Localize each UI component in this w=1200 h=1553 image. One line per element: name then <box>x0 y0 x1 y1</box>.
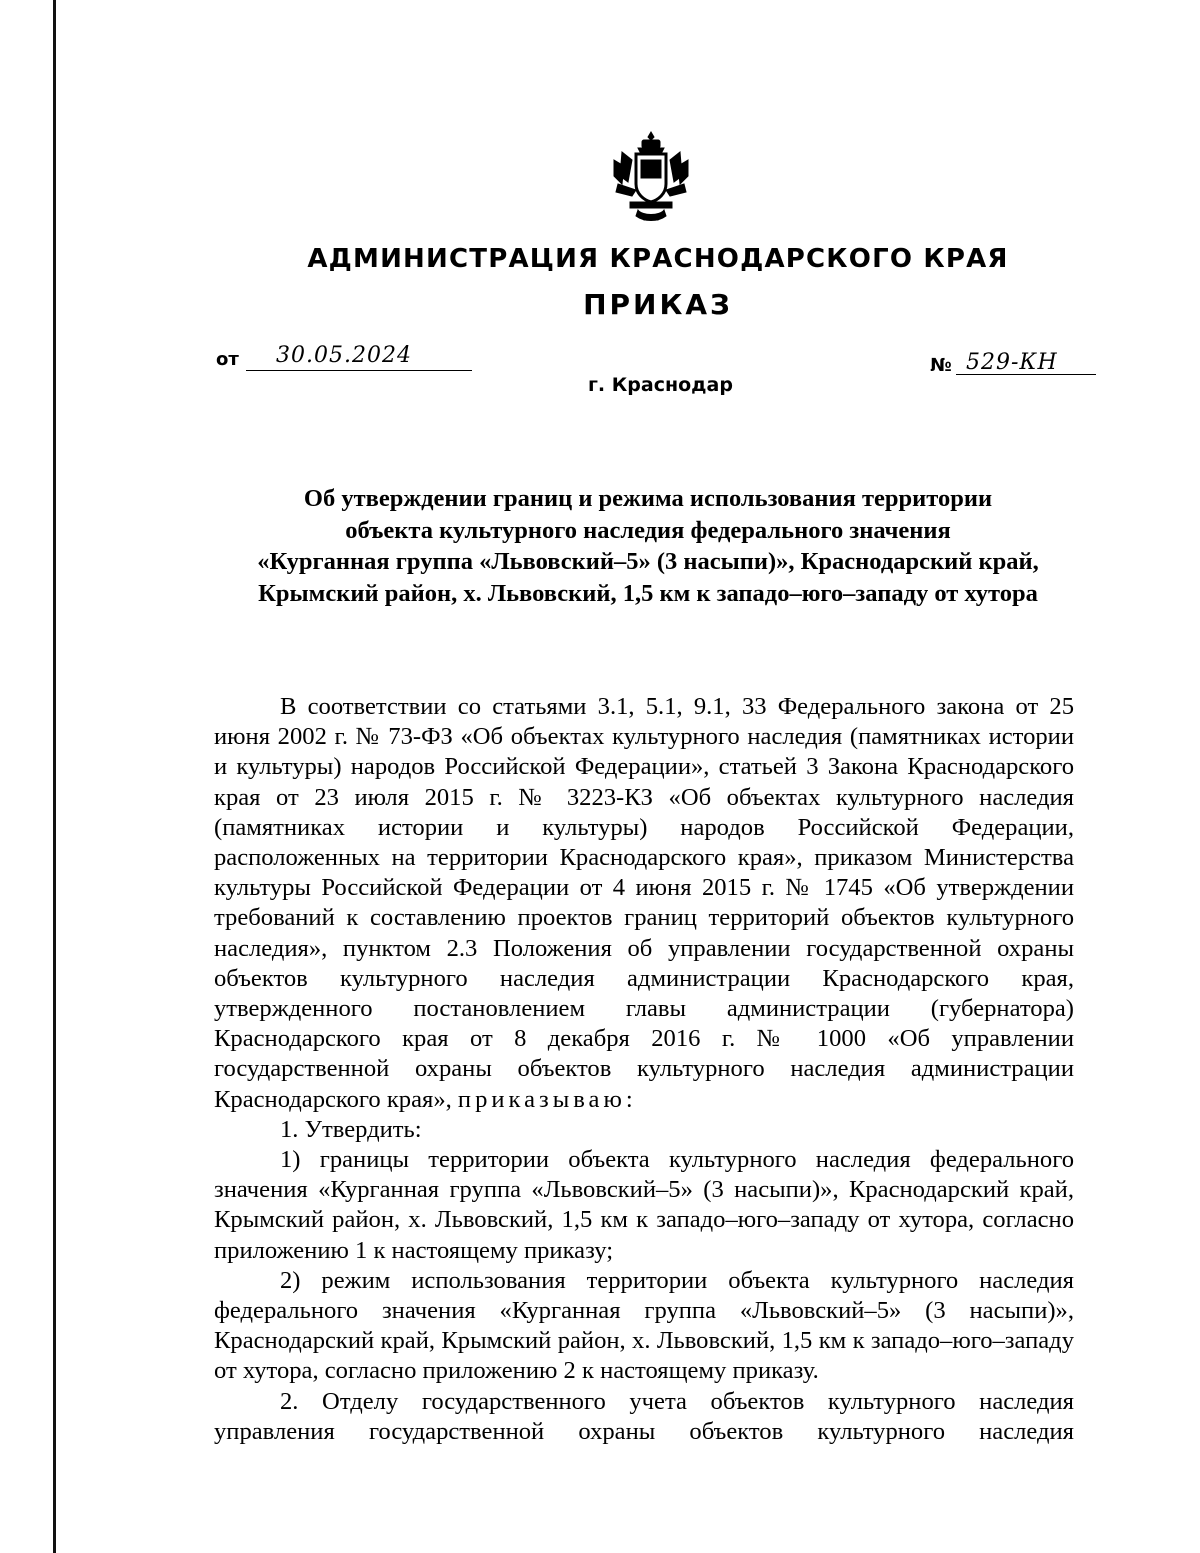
title-line: «Курганная группа «Львовский–5» (3 насыпи)», Краснодарский край, <box>257 548 1039 575</box>
document-title <box>218 483 1078 609</box>
date-underline <box>246 370 472 371</box>
item-1: 1. Утвердить: <box>280 1115 422 1143</box>
item-2: 2. Отделу государственного учета объектов культурного наследия управления государственной охраны объектов культурного наследия <box>214 1387 1074 1445</box>
organization-name: АДМИНИСТРАЦИЯ КРАСНОДАРСКОГО КРАЯ <box>307 244 1009 274</box>
coat-of-arms-icon <box>608 130 694 222</box>
title-line: Крымский район, х. Львовский, 1,5 км к западо–юго–западу от хутора <box>258 579 1038 607</box>
preamble-paragraph <box>214 692 1074 1115</box>
preamble-text: В соответствии со статьями 3.1, 5.1, 9.1, 33 Федерального закона от 25 июня 2002 г. № 73-ФЗ «Об объектах культурного наследия (памятниках истории и культуры) народов Российской Федерации», статьей 3 Закона Краснодарского края от 23 июля 2015 г. № 3223-КЗ «Об объектах культурного наследия (памятниках истории и культуры) народов Российской Федерации, расположенных на территории Краснодарского края», приказом Министерства культуры Российской Федерации от 4 июня 2015 г. № 1745 «Об утверждении требований к составлению проектов границ территорий объектов культурного наследия», пунктом 2.3 Положения об управлении государственной охраны объектов культурного наследия администрации Краснодарского края, утвержденного постановлением главы администрации (губернатора) Краснодарского края от 8 декабря 2016 г. № 1000 «Об управлении государственной охраны объектов культурного наследия администрации Краснодарского края», <box>214 693 1074 1113</box>
order-word: приказываю: <box>457 1085 637 1113</box>
item-1-1: 1) границы территории объекта культурного наследия федерального значения «Курганная группа «Львовский–5» (3 насыпи)», Краснодарский край, Крымский район, х. Львовский, 1,5 км к западо–юго–западу от хутора, согласно приложению 1 к настоящему приказу; <box>214 1146 1074 1264</box>
scan-edge-line <box>53 0 56 1553</box>
city-label: г. Краснодар <box>588 374 733 396</box>
title-line: объекта культурного наследия федерального значения <box>345 516 951 544</box>
document-type: ПРИКАЗ <box>583 288 733 321</box>
title-line: Об утверждении границ и режима использования территории <box>303 485 993 512</box>
date-value: 30.05.2024 <box>276 343 412 368</box>
date-label: от <box>216 349 239 370</box>
number-value: 529-КН <box>966 350 1058 375</box>
item-1-2: 2) режим использования территории объекта культурного наследия федерального значения «Курганная группа «Львовский–5» (3 насыпи)», Краснодарский край, Крымский район, х. Львовский, 1,5 км к западо–юго–западу от хутора, согласно приложению 2 к настоящему приказу. <box>214 1266 1074 1385</box>
document-body <box>214 692 1074 1447</box>
number-label: № <box>930 355 952 376</box>
